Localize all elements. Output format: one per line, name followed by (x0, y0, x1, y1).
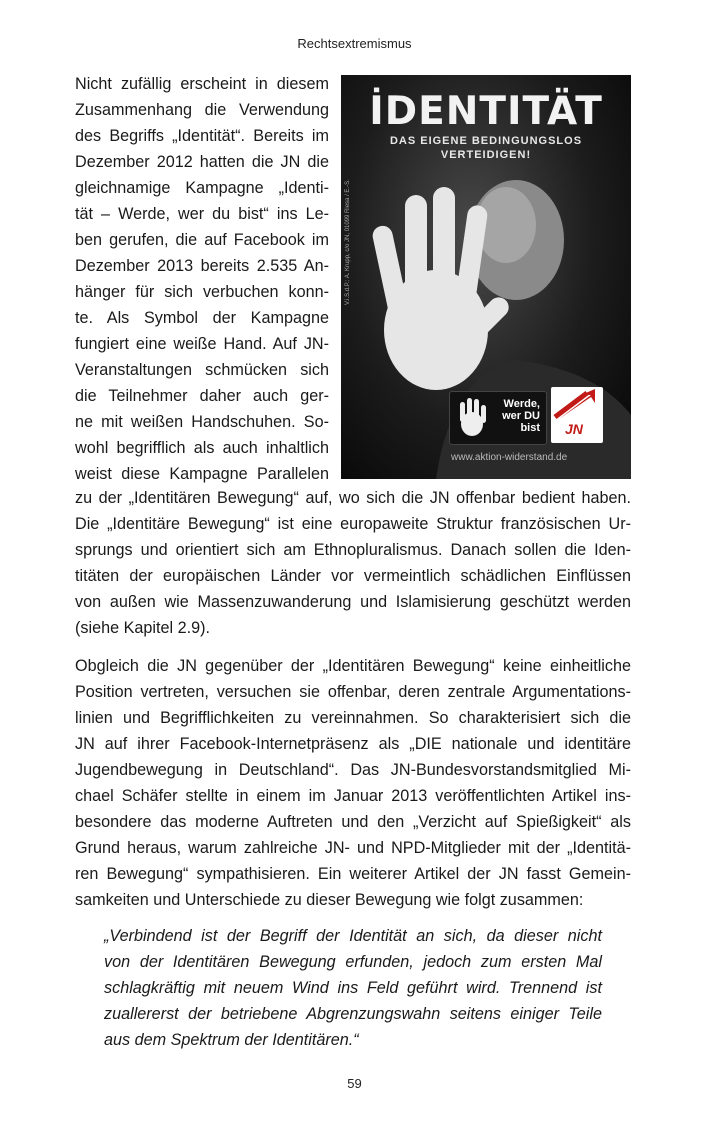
text-line: Position vertreten, versuchen sie offenbar, deren zentrale Argumentations- (75, 683, 631, 701)
quote-line: von der Identitären Bewegung erfunden, jedoch zum ersten Mal (104, 953, 602, 971)
text-line: samkeiten und Unterschiede zu dieser Bewegung wie folgt zusammen: (75, 891, 584, 909)
text-line: Dezember 2013 bereits 2.535 An- (75, 257, 329, 275)
text-line: weist diese Kampagne Parallelen (75, 465, 329, 483)
quote-line: „Verbindend ist der Begriff der Identität an sich, da dieser nicht (104, 927, 602, 945)
text-line: (siehe Kapitel 2.9). (75, 619, 210, 637)
text-line: titäten der europäischen Länder vor vermeintlich schädlichen Einflüssen (75, 567, 631, 585)
text-line: te. Als Symbol der Kampagne (75, 309, 329, 327)
text-line: besondere das moderne Auftreten und den „Verzicht auf Spießigkeit“ als (75, 813, 631, 831)
text-line: hänger für sich verbuchen konn- (75, 283, 329, 301)
text-line: chael Schäfer stellte in einem im Januar 2013 veröffentlichten Artikel ins- (75, 787, 631, 805)
text-line: JN auf ihrer Facebook-Internetpräsenz als „DIE nationale und identitäre (75, 735, 631, 753)
jn-logo (551, 387, 603, 443)
poster-campaign-logo (449, 391, 547, 445)
text-line: ben gerufen, die auf Facebook im (75, 231, 329, 249)
text-line: Nicht zufällig erscheint in diesem (75, 75, 329, 93)
quote-line: aus dem Spektrum der Identitären.“ (104, 1031, 359, 1049)
quote-line: zuallererst der betriebene Abgrenzungswahn seitens einiger Teile (104, 1005, 602, 1023)
jn-logo-label: JN (565, 421, 583, 437)
text-line: ren Bewegung“ sympathisieren. Ein weiterer Artikel der JN fasst Gemein- (75, 865, 631, 883)
text-line: des Begriffs „Identität“. Bereits im (75, 127, 329, 145)
text-line: die Teilnehmer daher auch ger- (75, 387, 329, 405)
poster-title: İDENTITÄT (369, 89, 603, 134)
poster-subtitle-line1: DAS EIGENE BEDINGUNGSLOS (389, 135, 583, 147)
text-line: Die „Identitäre Bewegung“ ist eine europaweite Struktur französischen Ur- (75, 515, 631, 533)
text-line: zu der „Identitären Bewegung“ auf, wo sich die JN offenbar bedient haben. (75, 489, 631, 507)
text-line: Dezember 2012 hatten die JN die (75, 153, 329, 171)
poster-logo-text: Werde, wer DU bist (502, 398, 540, 434)
poster-imprint-text: V.i.S.d.P.: A. Krupp, c/o JN, 01099 Riesa / E.-S. (345, 179, 351, 305)
text-line: Veranstaltungen schmücken sich (75, 361, 329, 379)
page-number: 59 (347, 1076, 362, 1091)
text-line: fungiert eine weiße Hand. Auf JN- (75, 335, 329, 353)
text-line: von außen wie Massenzuwanderung und Islamisierung geschützt werden (75, 593, 631, 611)
text-line: sprungs und orientiert sich am Ethnopluralismus. Danach sollen die Iden- (75, 541, 631, 559)
page-header: Rechtsextremismus (297, 36, 412, 51)
text-line: Jugendbewegung in Deutschland“. Das JN-Bundesvorstandsmitglied Mi- (75, 761, 631, 779)
jn-arrow-icon (551, 387, 603, 423)
poster-subtitle-line2: VERTEIDIGEN! (440, 149, 532, 161)
text-line: linien und Begrifflichkeiten zu vereinnahmen. So charakterisiert sich die (75, 709, 631, 727)
text-line: tät – Werde, wer du bist“ ins Le- (75, 205, 329, 223)
text-line: Zusammenhang die Verwendung (75, 101, 329, 119)
quote-line: schlagkräftig mit neuem Wind ins Feld geführt wird. Trennend ist (104, 979, 602, 997)
poster-url: www.aktion-widerstand.de (451, 452, 568, 463)
text-line: wohl begrifflich als auch inhaltlich (75, 439, 329, 457)
campaign-poster-image (341, 75, 631, 479)
handprint-icon (454, 396, 490, 440)
text-line: ne mit weißen Handschuhen. So- (75, 413, 329, 431)
text-line: gleichnamige Kampagne „Identi- (75, 179, 329, 197)
text-line: Grund heraus, warum zahlreiche JN- und NPD-Mitglieder mit der „Identitä- (75, 839, 631, 857)
text-line: Obgleich die JN gegenüber der „Identitären Bewegung“ keine einheitliche (75, 657, 631, 675)
